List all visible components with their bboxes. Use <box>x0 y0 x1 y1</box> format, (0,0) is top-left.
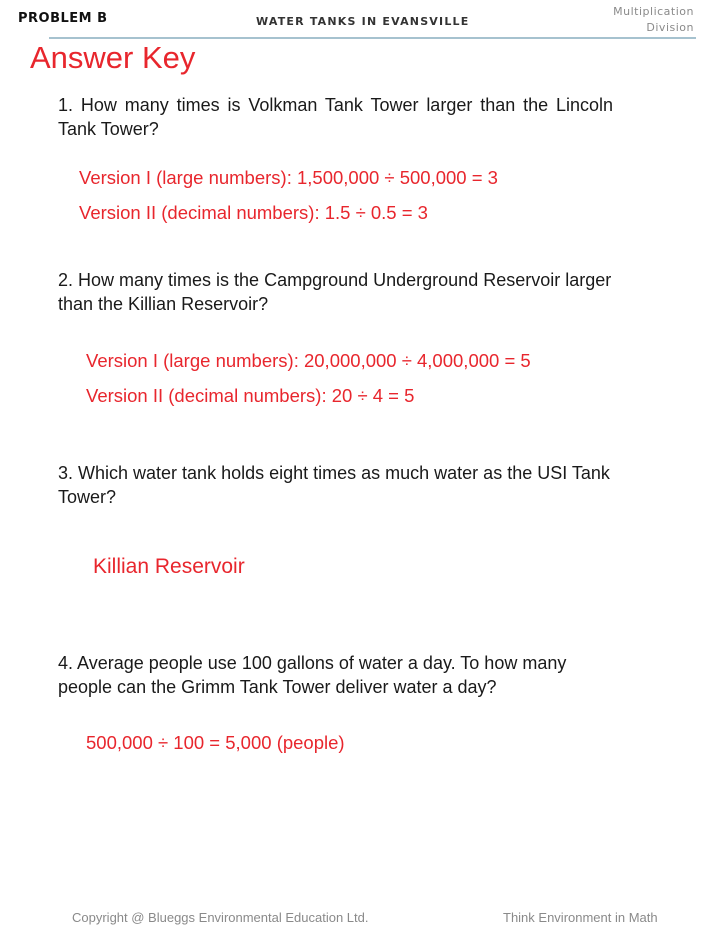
answer-1-version-1: Version I (large numbers): 1,500,000 ÷ 500,000 = 3 <box>79 167 498 188</box>
answer-1-version-2: Version II (decimal numbers): 1.5 ÷ 0.5 = 3 <box>79 202 428 223</box>
topic-tags <box>613 4 694 36</box>
question-3: 3. Which water tank holds eight times as much water as the USI Tank Tower? <box>58 463 610 507</box>
answer-key-title: Answer Key <box>30 40 196 75</box>
question-4: 4. Average people use 100 gallons of water a day. To how many people can the Grimm Tank Tower deliver water a day? <box>58 653 567 697</box>
footer-tagline: Think Environment in Math <box>503 910 658 925</box>
question-2: 2. How many times is the Campground Underground Reservoir larger than the Killian Reservoir? <box>58 270 612 314</box>
question-1: 1. How many times is Volkman Tank Tower larger than the Lincoln Tank Tower? <box>58 95 613 139</box>
topic-multiplication: Multiplication <box>613 5 694 18</box>
answer-2-version-2: Version II (decimal numbers): 20 ÷ 4 = 5 <box>86 385 415 406</box>
footer-copyright: Copyright @ Blueggs Environmental Education Ltd. <box>72 910 369 925</box>
topic-division: Division <box>646 21 694 34</box>
header-divider <box>49 37 696 39</box>
answer-4: 500,000 ÷ 100 = 5,000 (people) <box>86 732 345 753</box>
answer-2-version-1: Version I (large numbers): 20,000,000 ÷ 4,000,000 = 5 <box>86 350 531 371</box>
answer-3: Killian Reservoir <box>93 555 245 578</box>
problem-label: PROBLEM B <box>18 11 108 26</box>
header-title: WATER TANKS IN EVANSVILLE <box>256 15 470 28</box>
